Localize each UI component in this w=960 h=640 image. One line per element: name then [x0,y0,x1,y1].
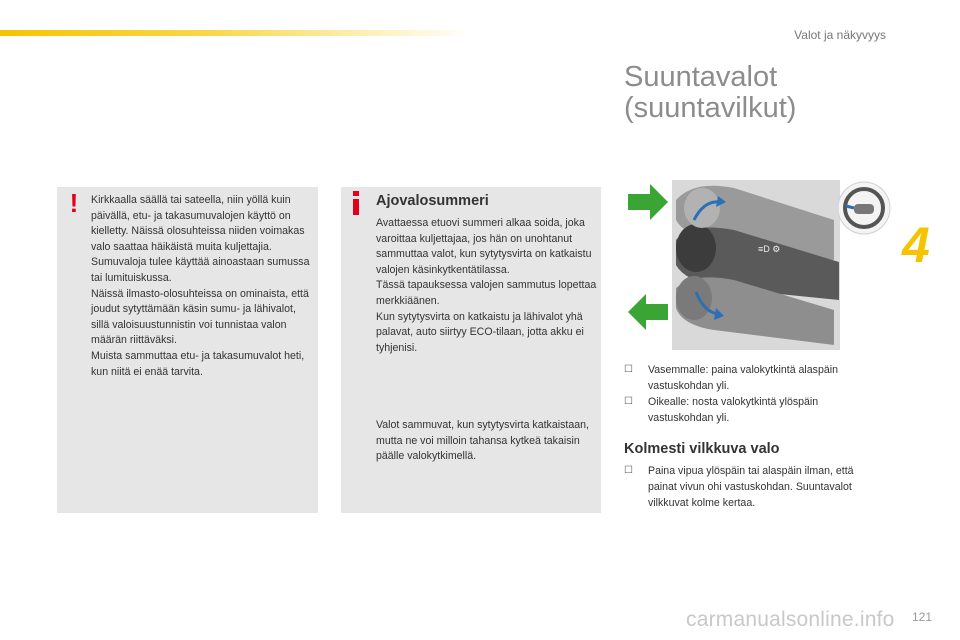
lever-stalk [672,180,840,350]
list-item-text: Paina vipua ylöspäin tai alaspäin ilman, että painat vivun ohi vastuskohdan. Suuntavalot vilkkuvat kolme kertaa. [648,465,854,509]
exclamation-icon: ! [69,188,79,218]
svg-text:≡D ⚙: ≡D ⚙ [758,244,781,254]
list-item-text: Vasemmalle: paina valokytkintä alaspäin vastuskohdan yli. [648,364,839,392]
header-accent-bar [0,30,470,36]
info-heading: Ajovalosummeri [376,193,489,209]
info-icon-glyph [349,190,363,216]
list-item [624,394,884,426]
warning-text: Kirkkaalla säällä tai sateella, niin yöllä kuin päivällä, etu- ja takasumuvalojen käyttö on kielletty. Näissä olosuhteissa niiden voimakas valo saattaa häikäistä muita kuljettajia. Sumuvaloja tulee käyttää ainoastaan sumussa tai lumituiskussa. Näissä ilmasto-olosuhteissa on ominaista, että joudut sytyttämään käsin sumu- ja lähivalot, sillä valoisuustunnistin voi tunnistaa valon määrän riittäväksi. Muista sammuttaa etu- ja takasumuvalot heti, kun niitä ei enää tarvita. [91,194,310,378]
checkbox-bullet-icon: ☐ [624,465,633,476]
turn-signal-lever-illustration [624,180,900,350]
left-arrow-icon [628,294,668,330]
section-title-text: Suuntavalot (suuntavilkut) [624,61,797,124]
right-arrow-icon [628,184,668,220]
page-number: 121 [912,610,933,624]
steering-wheel-icon [838,182,890,234]
section-title [624,62,924,124]
checkbox-bullet-icon: ☐ [624,396,633,407]
info-text: Avattaessa etuovi summeri alkaa soida, joka varoittaa kuljettajaa, jos hän on unohtanut sammuttaa valot, kun sytytysvirta on katkaistu valojen käsinkytkentätilassa. Tässä tapauksessa valojen sammutus lopettaa merkkiäänen. Kun sytytysvirta on katkaistu ja lähivalot yhä palavat, auto siirtyy ECO-tilaan, jotta akku ei tyhjenisi. [376,217,597,354]
list-item-text: Oikealle: nosta valokytkintä ylöspäin vastuskohdan yli. [648,396,819,424]
list-item [624,362,884,394]
info-icon [349,190,363,216]
info-note: Valot sammuvat, kun sytytysvirta katkaistaan, mutta ne voi milloin tahansa kytkeä takaisin päälle valokytkimellä. [376,419,589,463]
direction-list [624,362,884,426]
triple-flash-heading: Kolmesti vilkkuva valo [624,441,780,457]
chapter-number: 4 [902,217,930,273]
triple-flash-list [624,463,884,511]
checkbox-bullet-icon: ☐ [624,364,633,375]
watermark: carmanualsonline.info [686,608,895,631]
chapter-title: Valot ja näkyvyys [794,28,886,42]
list-item [624,463,884,511]
